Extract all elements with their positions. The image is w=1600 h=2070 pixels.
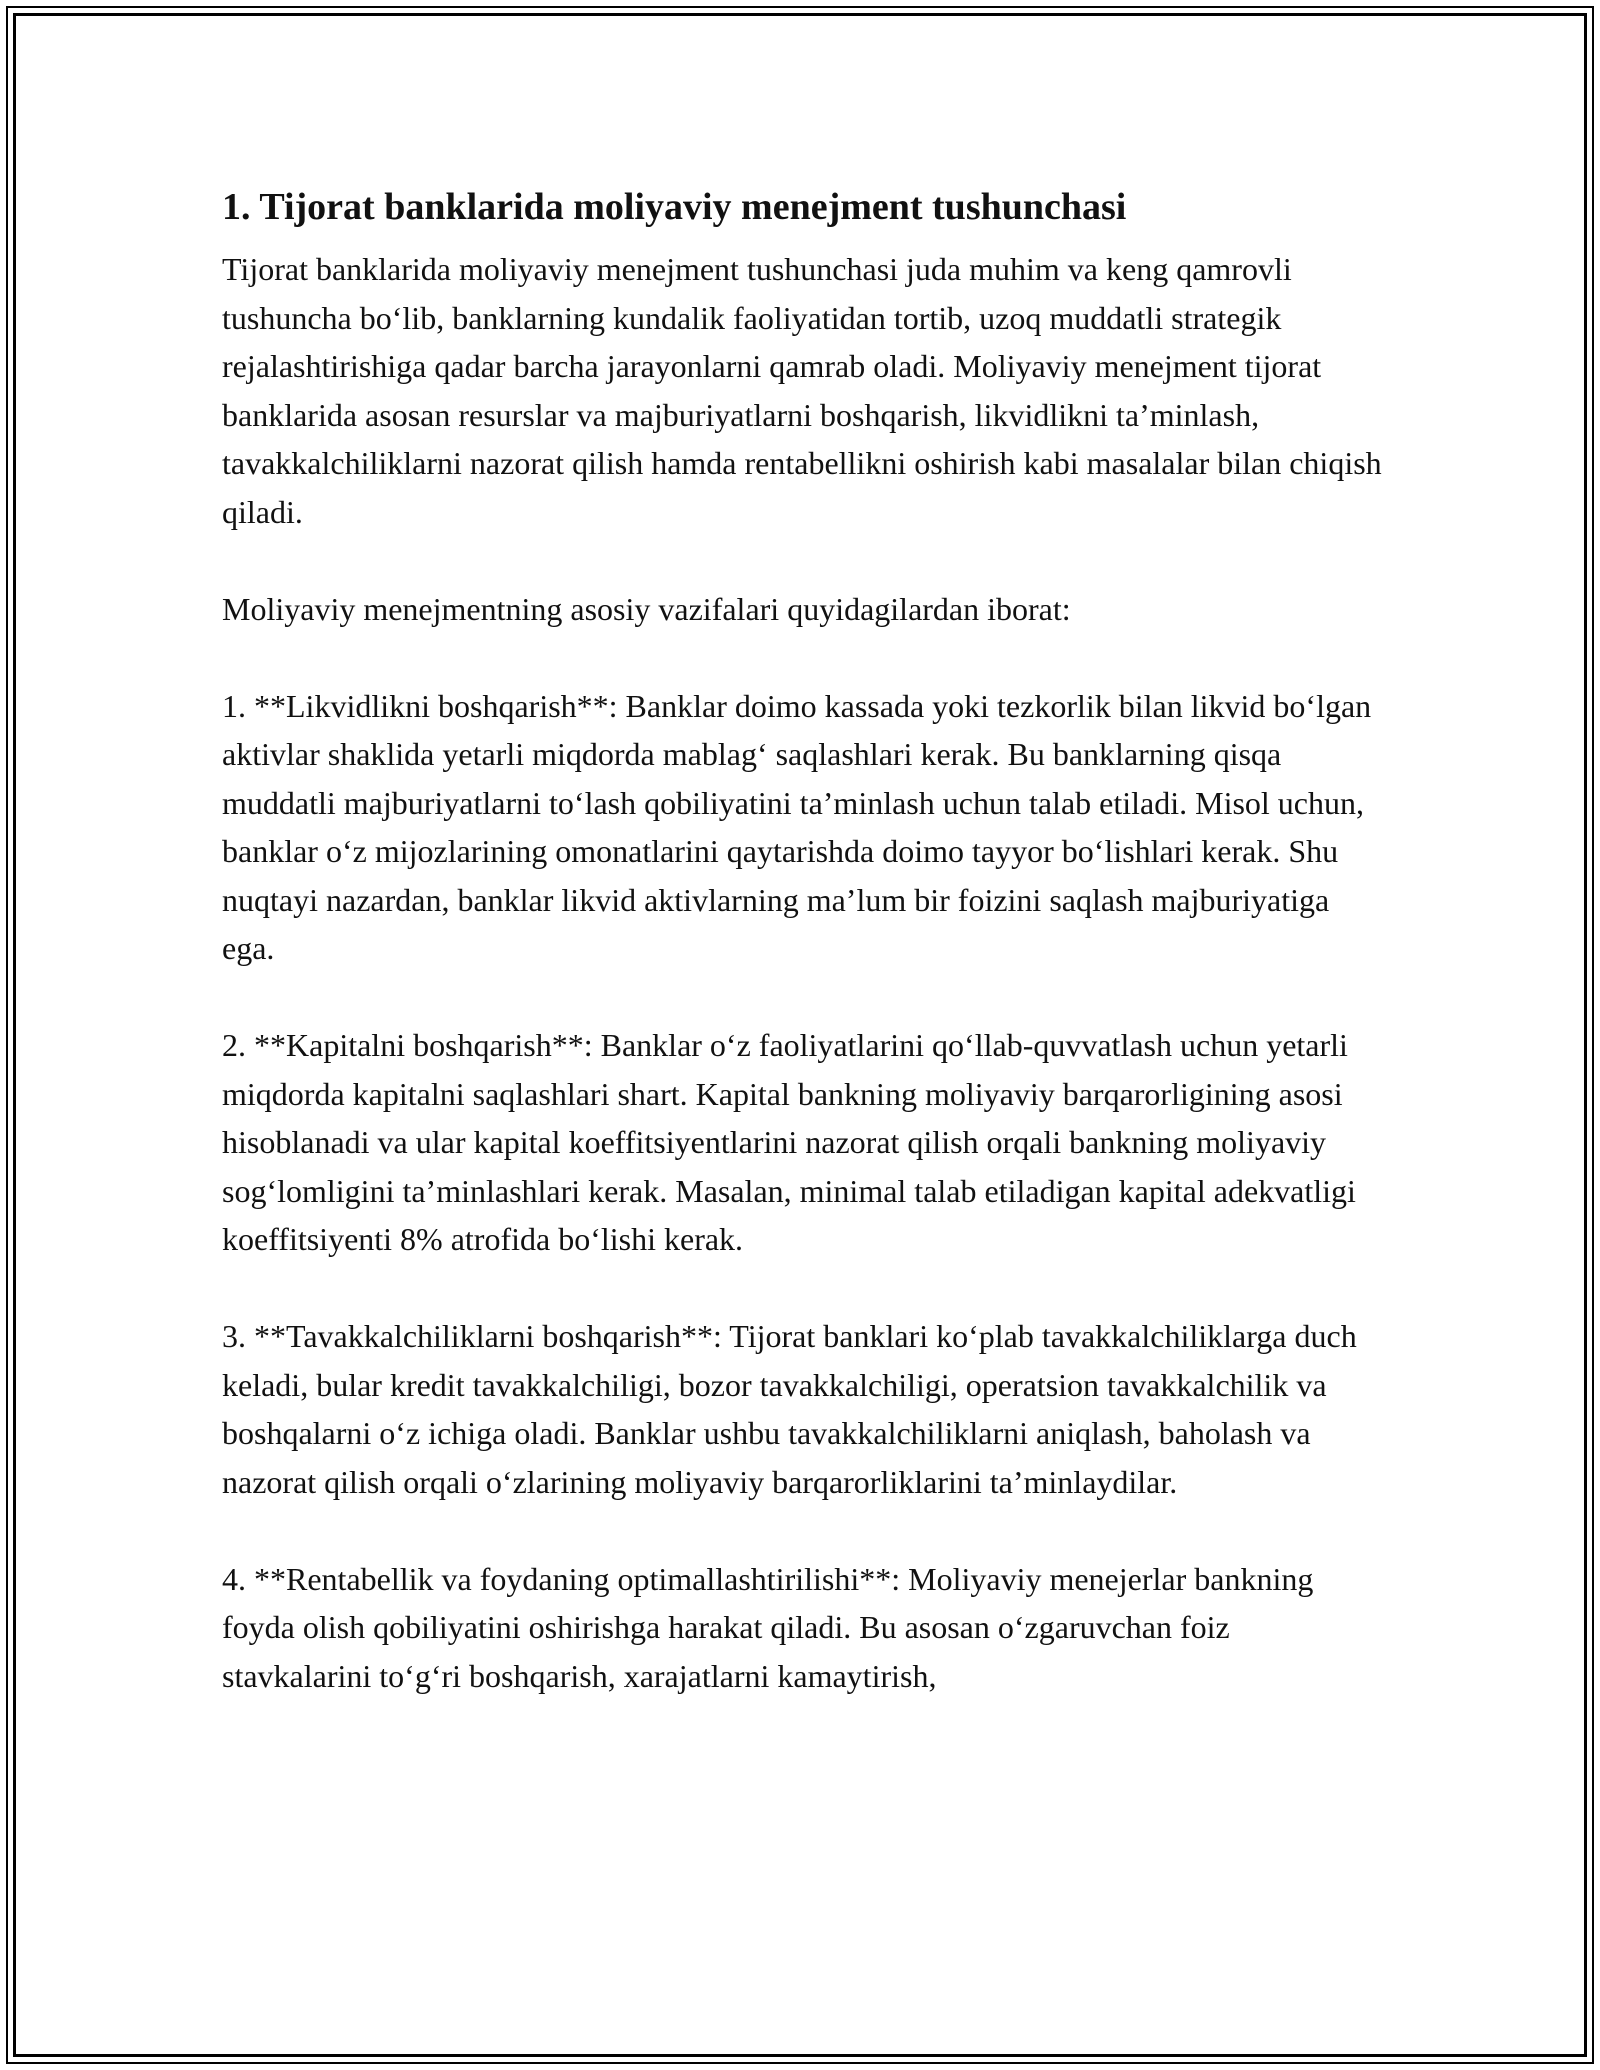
paragraph-risk: 3. **Tavakkalchiliklarni boshqarish**: Tijorat banklari ko‘plab tavakkalchiliklarga duch keladi, bular kredit tavakkalchiligi, bozor tavakkalchiligi, operatsion tavakkalchilik va boshqalarni o‘z ichiga oladi. Banklar ushbu tavakkalchiliklarni aniqlash, baholash va nazorat qilish orqali o‘zlarining moliyaviy barqarorliklarini ta’minlaydilar. bbox=[222, 1318, 1357, 1500]
document-body bbox=[222, 183, 1382, 1700]
paragraph-capital: 2. **Kapitalni boshqarish**: Banklar o‘z faoliyatlarini qo‘llab-quvvatlash uchun yetarli miqdorda kapitalni saqlashlari shart. Kapital bankning moliyaviy barqarorligining asosi hisoblanadi va ular kapital koeffitsiyentlarini nazorat qilish orqali bankning moliyaviy sog‘lomligini ta’minlashlari kerak. Masalan, minimal talab etiladigan kapital adekvatligi koeffitsiyenti 8% atrofida bo‘lishi kerak. bbox=[222, 1027, 1356, 1257]
paragraph-tasks-lead: Moliyaviy menejmentning asosiy vazifalari quyidagilardan iborat: bbox=[222, 590, 1071, 627]
paragraph-liquidity: 1. **Likvidlikni boshqarish**: Banklar doimo kassada yoki tezkorlik bilan likvid bo‘lgan aktivlar shaklida yetarli miqdorda mablag‘ saqlashlari kerak. Bu banklarning qisqa muddatli majburiyatlarni to‘lash qobiliyatini ta’minlash uchun talab etiladi. Misol uchun, banklar o‘z mijozlarining omonatlarini qaytarishda doimo tayyor bo‘lishlari kerak. Shu nuqtayi nazardan, banklar likvid aktivlarning ma’lum bir foizini saqlash majburiyatiga ega. bbox=[222, 687, 1372, 966]
paragraph-profitability: 4. **Rentabellik va foydaning optimallashtirilishi**: Moliyaviy menejerlar bankning foyda olish qobiliyatini oshirishga harakat qiladi. Bu asosan o‘zgaruvchan foiz stavkalarini to‘g‘ri boshqarish, xarajatlarni kamaytirish, bbox=[222, 1560, 1314, 1694]
paragraph-intro: Tijorat banklarida moliyaviy menejment tushunchasi juda muhim va keng qamrovli tushuncha bo‘lib, banklarning kundalik faoliyatidan tortib, uzoq muddatli strategik rejalashtirishiga qadar barcha jarayonlarni qamrab oladi. Moliyaviy menejment tijorat banklarida asosan resurslar va majburiyatlarni boshqarish, likvidlikni ta’minlash, tavakkalchiliklarni nazorat qilish hamda rentabellikni oshirish kabi masalalar bilan chiqish qiladi. bbox=[222, 251, 1382, 530]
section-title: 1. Tijorat banklarida moliyaviy menejment tushunchasi bbox=[222, 186, 1127, 228]
